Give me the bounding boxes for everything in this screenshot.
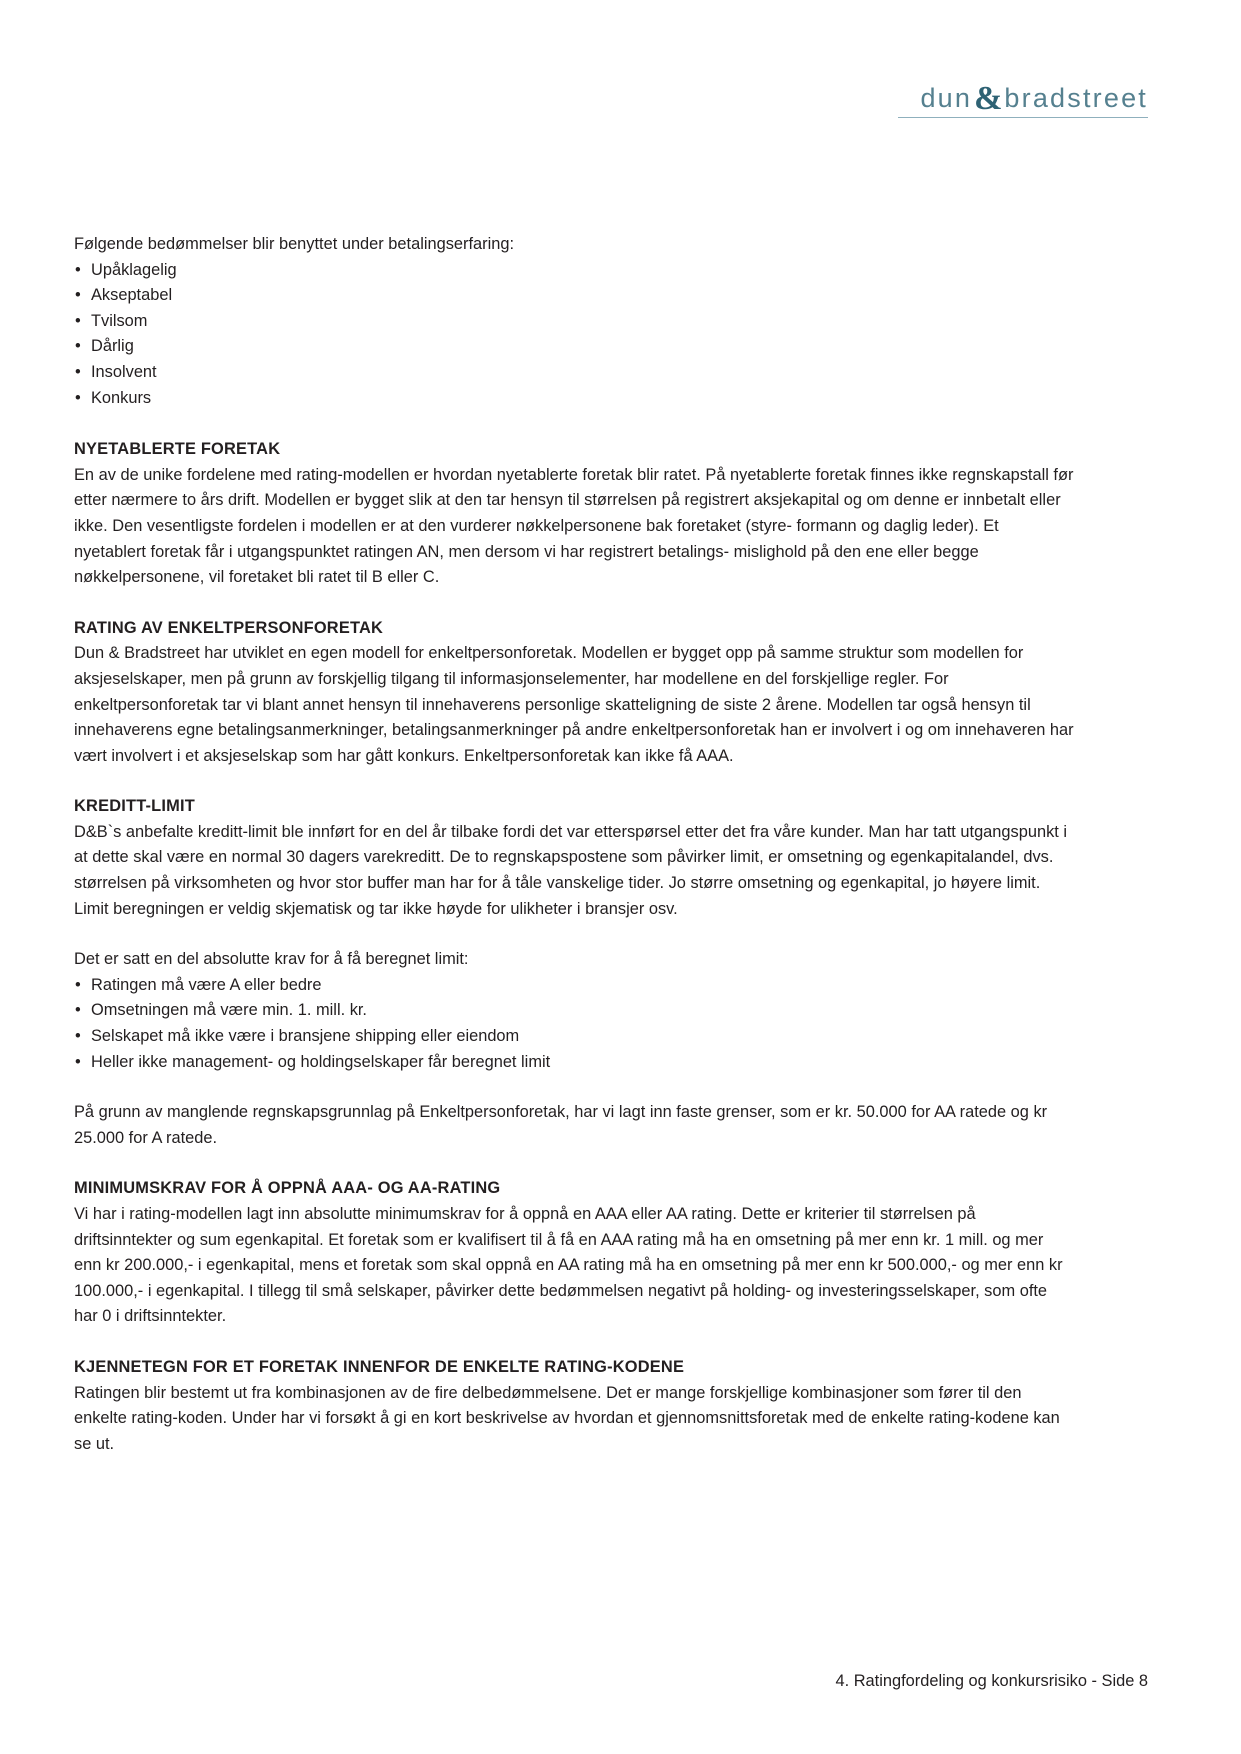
section-body-nyetablerte-foretak: En av de unike fordelene med rating-modellen er hvordan nyetablerte foretak blir ratet. På nyetablerte foretak finnes ikke regnskapstall før etter nærmere to års drift. Modellen er bygget slik at den tar hensyn til størrelsen på registrert aksjekapital og om denne er innbetalt eller ikke. Den vesentligste fordelen i modellen er at den vurderer nøkkelpersonene bak foretaket (styre- formann og daglig leder). Et nyetablert foretak får i utgangspunktet ratingen AN, men dersom vi har registrert betalings- mislighold på den ene eller begge nøkkelpersonene, vil foretaket bli ratet til B eller C. — [74, 465, 1074, 587]
list-item: • Selskapet må ikke være i bransjene shipping eller eiendom — [74, 1024, 1074, 1050]
list-item: • Ratingen må være A eller bedre — [74, 973, 1074, 999]
section-heading-minimumskrav: MINIMUMSKRAV FOR Å OPPNÅ AAA- OG AA-RATING — [74, 1179, 501, 1198]
dun-bradstreet-logo — [920, 78, 1148, 116]
list-item: • Tvilsom — [74, 309, 1074, 335]
section-heading-kreditt-limit: KREDITT-LIMIT — [74, 797, 195, 816]
section-body-kjennetegn: Ratingen blir bestemt ut fra kombinasjonen av de fire delbedømmelsene. Det er mange forskjellige kombinasjoner som fører til den enkelte rating-koden. Under har vi forsøkt å gi en kort beskrivelse av hvordan et gjennomsnittsforetak med de enkelte rating-kodene kan se ut. — [74, 1383, 1060, 1453]
list-item: • Insolvent — [74, 360, 1074, 386]
section-body-kreditt-limit: D&B`s anbefalte kreditt-limit ble innført for en del år tilbake fordi det var etterspørsel etter det fra våre kunder. Man har tatt utgangspunkt i at dette skal være en normal 30 dagers varekreditt. De to regnskapspostene som påvirker limit, er omsetning og egenkapitalandel, dvs. størrelsen på virksomheten og hvor stor buffer man har for å tåle vanskelige tider. Jo større omsetning og egenkapital, jo høyere limit. Limit beregningen er veldig skjematisk og tar ikke høyde for ulikheter i bransjer osv. — [74, 822, 1068, 918]
payment-assessment-list — [74, 258, 1074, 412]
page-footer — [0, 1634, 1241, 1754]
list-item: • Dårlig — [74, 334, 1074, 360]
list-item: • Heller ikke management- og holdingselskaper får beregnet limit — [74, 1050, 1074, 1076]
list-item: • Upåklagelig — [74, 258, 1074, 284]
section-heading-nyetablerte-foretak: NYETABLERTE FORETAK — [74, 440, 281, 459]
list-item: • Omsetningen må være min. 1. mill. kr. — [74, 998, 1074, 1024]
logo-underline — [898, 117, 1148, 118]
list-item: • Akseptabel — [74, 283, 1074, 309]
limit-criteria-list — [74, 973, 1074, 1075]
logo-ampersand: & — [974, 80, 1003, 117]
section-body-rating-av-enkeltpersonforetak: Dun & Bradstreet har utviklet en egen modell for enkeltpersonforetak. Modellen er bygget opp på samme struktur som modellen for aksjeselskaper, men på grunn av forskjellig tilgang til informasjonselementer, har modellene en del forskjellige regler. For enkeltpersonforetak tar vi blant annet hensyn til innehaverens personlige skatteligning de siste 2 årene. Modellen tar også hensyn til innehaverens egne betalingsanmerkninger, betalingsanmerkninger på andre enkeltpersonforetak han er involvert i og om innehaveren har vært involvert i et aksjeselskap som har gått konkurs. Enkeltpersonforetak kan ikke få AAA. — [74, 644, 1074, 765]
list-item: • Konkurs — [74, 386, 1074, 412]
section-body-minimumskrav: Vi har i rating-modellen lagt inn absolutte minimumskrav for å oppnå en AAA eller AA rating. Dette er kriterier til størrelsen på driftsinntekter og sum egenkapital. Et foretak som er kvalifisert til å få en AAA rating må ha en omsetning på mer enn kr. 1 mill. og mer enn kr 200.000,- i egenkapital, mens et foretak som skal oppnå en AA rating må ha en omsetning på mer enn kr 500.000,- og mer enn kr 100.000,- i egenkapital. I tillegg til små selskaper, påvirker dette bedømmelsen negativt på holding- og investeringsselskaper, som ofte har 0 i driftsinntekter. — [74, 1205, 1063, 1326]
intro-lead: Følgende bedømmelser blir benyttet under betalingserfaring: — [74, 235, 515, 253]
document-body — [74, 232, 1074, 1457]
logo-word-bradstreet: bradstreet — [1004, 83, 1148, 113]
section-heading-kjennetegn: KJENNETEGN FOR ET FORETAK INNENFOR DE ENKELTE RATING-KODENE — [74, 1357, 685, 1376]
limit-note: På grunn av manglende regnskapsgrunnlag på Enkeltpersonforetak, har vi lagt inn faste grenser, som er kr. 50.000 for AA ratede og kr 25.000 for A ratede. — [74, 1103, 1048, 1147]
footer-page-label: 4. Ratingfordeling og konkursrisiko - Side 8 — [835, 1672, 1148, 1690]
limit-criteria-lead: Det er satt en del absolutte krav for å få beregnet limit: — [74, 950, 469, 969]
logo-word-dun: dun — [920, 83, 973, 113]
section-heading-rating-av-enkeltpersonforetak: RATING AV ENKELTPERSONFORETAK — [74, 618, 384, 637]
